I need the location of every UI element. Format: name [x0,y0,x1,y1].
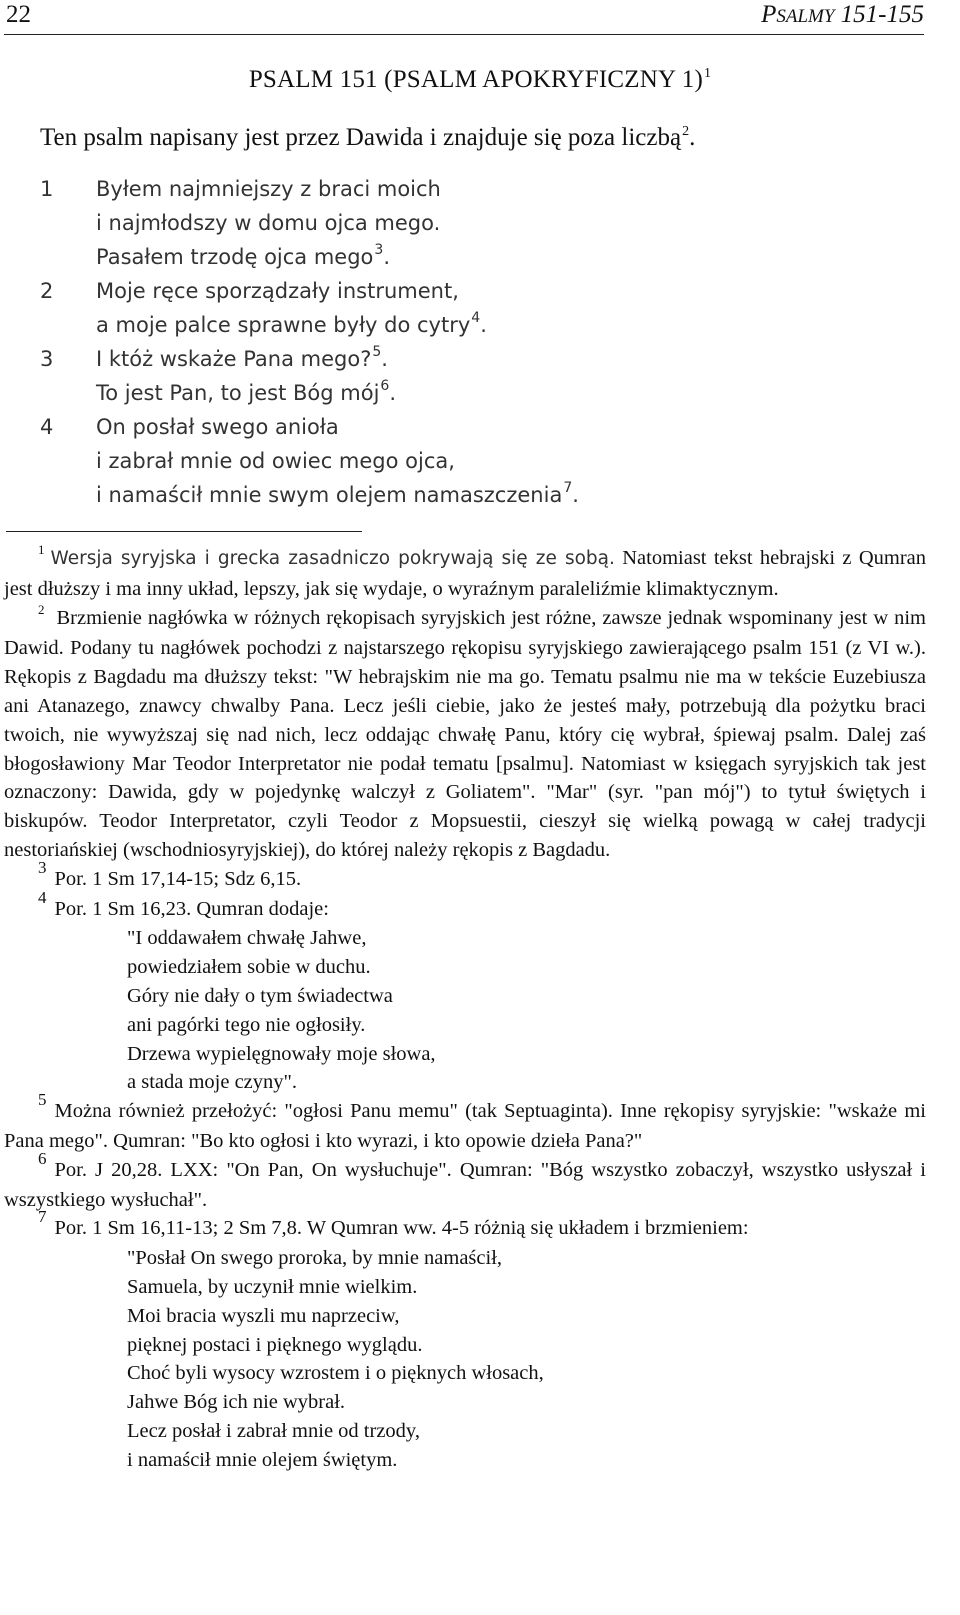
psalm-title [0,66,960,94]
footnote-text: Natomiast tekst hebrajski z Qumran jest dłuższy i ma inny układ, lepszy, jak się wydaje, o wyraźnym paraleliźmie klimaktycznym. [4,547,927,600]
page-number: 22 [6,1,31,28]
verse-text: i najmłodszy w domu ojca mego. [96,211,441,235]
quote-line: Jahwe Bóg ich nie wybrał. [127,1391,346,1414]
footnote-6 [4,1148,926,1215]
footnote-ref: 3 [374,242,384,258]
quote-line: Góry nie dały o tym świadectwa [127,984,393,1007]
footnote-ref: 7 [563,480,573,496]
footnote-number: 2 [38,601,45,617]
footnote-number: 4 [38,887,47,907]
verse-number: 4 [40,415,54,439]
footnote-text: Por. 1 Sm 17,14-15; Sdz 6,15. [54,867,302,890]
footnote-text: Można również przełożyć: "ogłosi Panu memu" (tak Septuaginta). Inne rękopisy syryjskie: "wskaże mi Pana mego". Qumran: "Bo kto ogłosi i kto wyrazi, i kto opowie dzieła Pana?" [4,1100,926,1152]
verse-number: 2 [40,279,54,303]
footnote-ref: 1 [703,66,712,81]
footnote-text: Por. 1 Sm 16,23. Qumran dodaje: [54,897,329,920]
footnote-separator [6,531,362,532]
footnotes [4,544,926,1475]
quote-line: a stada moje czyny". [127,1071,298,1094]
quote-line: ani pagórki tego nie ogłosiły. [127,1013,366,1036]
footnote-number: 6 [38,1148,47,1168]
footnote-3 [4,857,926,895]
footnote-ref: 5 [372,344,382,360]
footnote-text: Por. 1 Sm 16,11-13; 2 Sm 7,8. W Qumran ww. 4-5 różnią się układem i brzmieniem: [54,1217,749,1240]
quote-line: Lecz posłał i zabrał mnie od trzody, [127,1419,420,1442]
footnote-number: 1 [38,542,45,557]
footnote-number: 5 [38,1090,47,1110]
superscription-text: Ten psalm napisany jest przez Dawida i znajduje się poza liczbą [40,124,682,151]
footnote-number: 7 [38,1207,47,1227]
quoted-verse [127,1244,926,1474]
footnote-ref: 6 [380,378,390,394]
footnote-4 [4,887,926,925]
quote-line: pięknej postaci i pięknego wyglądu. [127,1333,423,1356]
verse-text: Byłem najmniejszy z braci moich [96,177,441,201]
verse-text: i zabrał mnie od owiec mego ojca, [96,449,455,473]
verse-text: Pasałem trzodę ojca mego$^3$. [96,242,391,269]
quote-line: Samuela, by uczynił mnie wielkim. [127,1275,418,1298]
verse-text: To jest Pan, to jest Bóg mój$^6$. [96,378,397,405]
quote-line: "I oddawałem chwałę Jahwe, [127,927,367,950]
footnote-ref: 2 [682,124,690,139]
running-header [4,0,924,35]
quote-line: powiedziałem sobie w duchu. [127,956,371,979]
footnote-text: Wersja syryjska i grecka zasadniczo pokrywają się ze sobą. [50,548,615,569]
quote-line: i namaścił mnie olejem świętym. [127,1448,398,1471]
verse-text: a moje palce sprawne były do cytry$^4$. [96,310,487,337]
verse-number: 1 [40,177,54,201]
footnote-7 [4,1207,926,1244]
verse-text: On posłał swego anioła [96,415,339,439]
footnote-1 [4,544,926,604]
verse-number: 3 [40,347,54,371]
quoted-verse [127,924,926,1097]
quote-line: "Posłał On swego proroka, by mnie namaścił, [127,1247,503,1270]
quote-line: Choć byli wysocy wzrostem i o pięknych włosach, [127,1362,544,1385]
footnote-2 [4,601,926,865]
footnote-number: 3 [38,857,47,877]
footnote-text: Brzmienie nagłówka w różnych rękopisach syryjskich jest różne, zawsze jednak wspominany jest w nim Dawid. Podany tu nagłówek pochodzi z najstarszego rękopisu syryjskiego zawierającego psalm 151 (z VI w.). Rękopis z Bagdadu ma dłuższy tekst: "W hebrajskim nie ma go. Tematu psalmu nie ma w tekście Euzebiusza ani Atanazego, znawcy chwalby Pana. Lecz jeśli ciebie, jako że jesteś mały, potrzebują dla pożytku braci twoich, nie wywyższaj się nad nich, lecz oddając chwałę Panu, który cię wybrał, śpiewaj psalm. Dalej zaś błogosławiony Mar Teodor Interpretator nie podał tematu [psalmu]. Natomiast w księgach syryjskich tak jest oznaczony: Dawida, gdy w pojedynkę walczył z Goliatem". "Mar" (syr. "pan mój") to tytuł świętych i biskupów. Teodor Interpretator, czyli Teodor z Mopsuestii, cieszył się wielką powagą w całej tradycji nestoriańskiej (wschodniosyryjskiej), do której należy rękopis z Bagdadu. [4,606,926,861]
footnote-5 [4,1090,926,1156]
verse-text: i namaścił mnie swym olejem namaszczenia$^7$. [96,480,579,507]
psalm-superscription: Ten psalm napisany jest przez Dawida i znajduje się poza liczbą$^2$. [40,124,696,151]
quote-line: Moi bracia wyszli mu naprzeciw, [127,1304,400,1327]
quote-line: Drzewa wypielęgnowały moje słowa, [127,1042,436,1065]
psalm-title-text: PSALM 151 (PSALM APOKRYFICZNY 1) [248,66,703,93]
verse-text: Moje ręce sporządzały instrument, [96,279,459,303]
footnote-text: Por. J 20,28. LXX: "On Pan, On wysłuchuje". Qumran: "Bóg wszystko zobaczył, wszystko usłyszał i wszystkiego wysłuchał". [4,1158,926,1211]
verse-text: I któż wskaże Pana mego?$^5$. [96,344,388,371]
footnote-ref: 4 [471,310,481,326]
running-title: PSALMY 151-155 [761,1,924,28]
